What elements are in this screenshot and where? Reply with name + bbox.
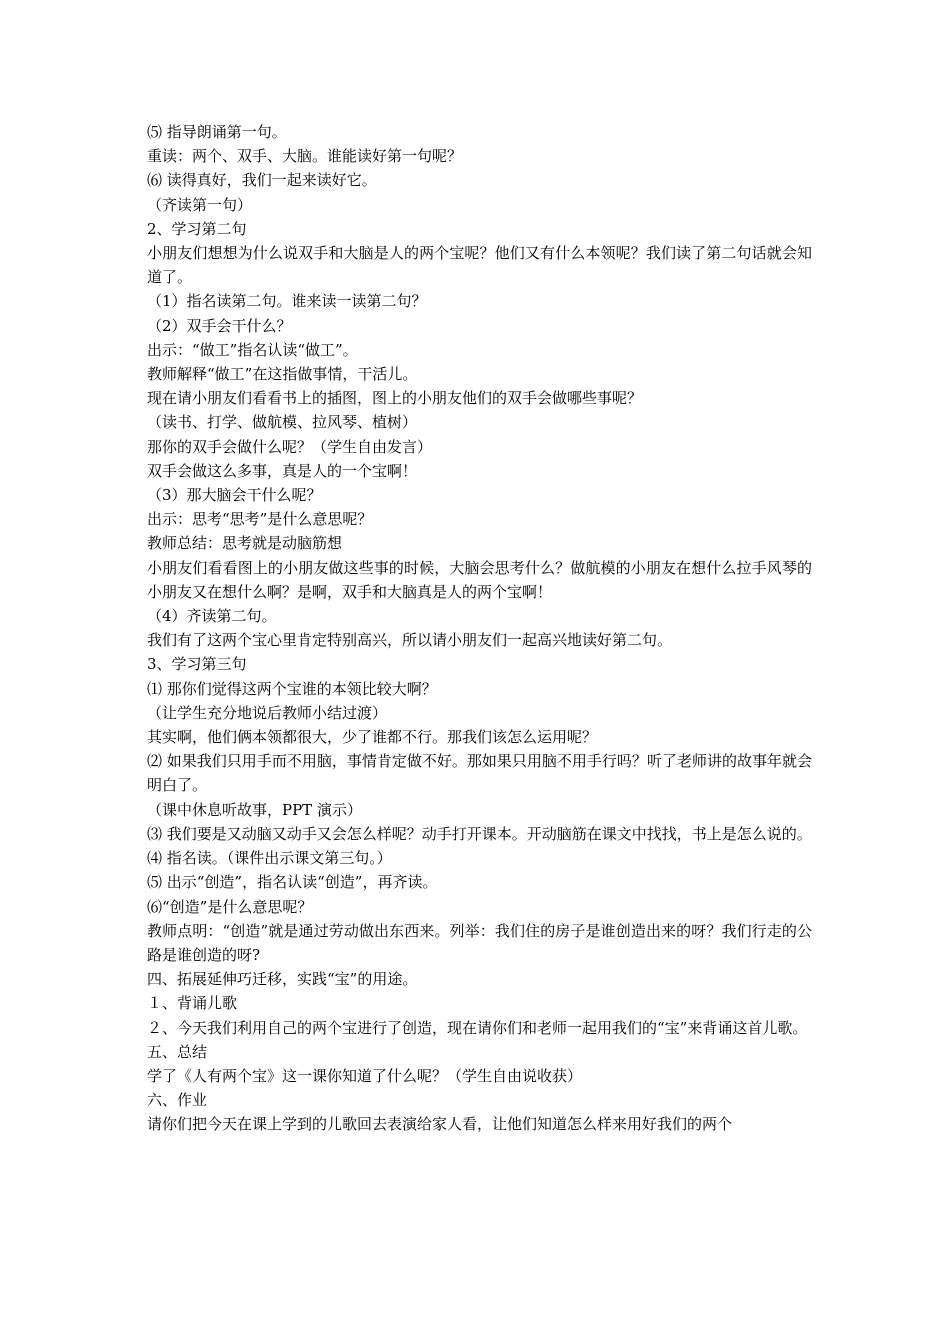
paragraph: （让学生充分地说后教师小结过渡） bbox=[147, 703, 388, 722]
document-body bbox=[147, 120, 812, 1137]
paragraph: （1）指名读第二句。谁来读一读第二句？ bbox=[147, 292, 427, 311]
paragraph: ⑶ 我们要是又动脑又动手又会怎么样呢？动手打开课本。开动脑筋在课文中找找，书上是怎么说的。 bbox=[147, 824, 812, 843]
paragraph: （2）双手会干什么？ bbox=[147, 316, 292, 335]
paragraph: 教师总结：思考就是动脑筋想 bbox=[147, 534, 343, 553]
section-heading: 2、学习第二句 bbox=[147, 219, 247, 238]
section-heading: 五、总结 bbox=[147, 1042, 208, 1061]
paragraph: ⑴ 那你们觉得这两个宝谁的本领比较大啊？ bbox=[147, 679, 437, 698]
paragraph: 请你们把今天在课上学到的儿歌回去表演给家人看，让他们知道怎么样来用好我们的两个 bbox=[147, 1115, 733, 1134]
paragraph: １、背诵儿歌 bbox=[147, 994, 238, 1013]
paragraph: 出示：“做工”指名认读“做工”。 bbox=[147, 340, 358, 359]
paragraph: 双手会做这么多事，真是人的一个宝啊！ bbox=[147, 461, 418, 480]
paragraph: 重读：两个、双手、大脑。谁能读好第一句呢？ bbox=[147, 147, 463, 166]
paragraph: （课中休息听故事，PPT 演示） bbox=[147, 800, 362, 819]
paragraph: ⑹“创造”是什么意思呢？ bbox=[147, 897, 313, 916]
paragraph: ⑸ 出示“创造”，指名认读“创造”，再齐读。 bbox=[147, 873, 438, 892]
paragraph: 小朋友们看看图上的小朋友做这些事的时候，大脑会思考什么？做航模的小朋友在想什么拉手风琴的小朋友又在想什么啊？是啊，双手和大脑真是人的两个宝啊！ bbox=[147, 558, 812, 601]
paragraph: 学了《人有两个宝》这一课你知道了什么呢？（学生自由说收获） bbox=[147, 1066, 583, 1085]
paragraph: ２、今天我们利用自己的两个宝进行了创造，现在请你们和老师一起用我们的“宝”来背诵这首儿歌。 bbox=[147, 1018, 808, 1037]
paragraph: 出示：思考“思考”是什么意思呢？ bbox=[147, 510, 373, 529]
paragraph: （3）那大脑会干什么呢？ bbox=[147, 486, 322, 505]
paragraph: （4）齐读第二句。 bbox=[147, 607, 277, 626]
section-heading: 六、作业 bbox=[147, 1091, 208, 1110]
section-heading: 3、学习第三句 bbox=[147, 655, 247, 674]
paragraph: ⑹ 读得真好，我们一起来读好它。 bbox=[147, 171, 377, 190]
paragraph: 我们有了这两个宝心里肯定特别高兴，所以请小朋友们一起高兴地读好第二句。 bbox=[147, 631, 673, 650]
paragraph: 小朋友们想想为什么说双手和大脑是人的两个宝呢？他们又有什么本领呢？我们读了第二句话就会知道了。 bbox=[147, 244, 812, 287]
paragraph: 教师点明：“创造”就是通过劳动做出东西来。列举：我们住的房子是谁创造出来的呀？我们行走的公路是谁创造的呀? bbox=[147, 921, 812, 964]
paragraph: 其实啊，他们俩本领都很大，少了谁都不行。那我们该怎么运用呢？ bbox=[147, 728, 598, 747]
paragraph: 那你的双手会做什么呢？（学生自由发言） bbox=[147, 437, 433, 456]
paragraph: ⑸ 指导朗诵第一句。 bbox=[147, 123, 287, 141]
paragraph: ⑷ 指名读。（课件出示课文第三句。） bbox=[147, 849, 392, 868]
paragraph: （齐读第一句） bbox=[147, 195, 253, 214]
paragraph: （读书、打学、做航模、拉风琴、植树） bbox=[147, 413, 418, 432]
paragraph: ⑵ 如果我们只用手而不用脑，事情肯定做不好。那如果只用脑不用手行吗？听了老师讲的故事年就会明白了。 bbox=[147, 752, 812, 795]
paragraph: 教师解释“做工”在这指做事情，干活儿。 bbox=[147, 365, 418, 384]
paragraph: 现在请小朋友们看看书上的插图，图上的小朋友他们的双手会做哪些事呢？ bbox=[147, 389, 643, 408]
section-heading: 四、拓展延伸巧迁移，实践“宝”的用途。 bbox=[147, 970, 418, 989]
